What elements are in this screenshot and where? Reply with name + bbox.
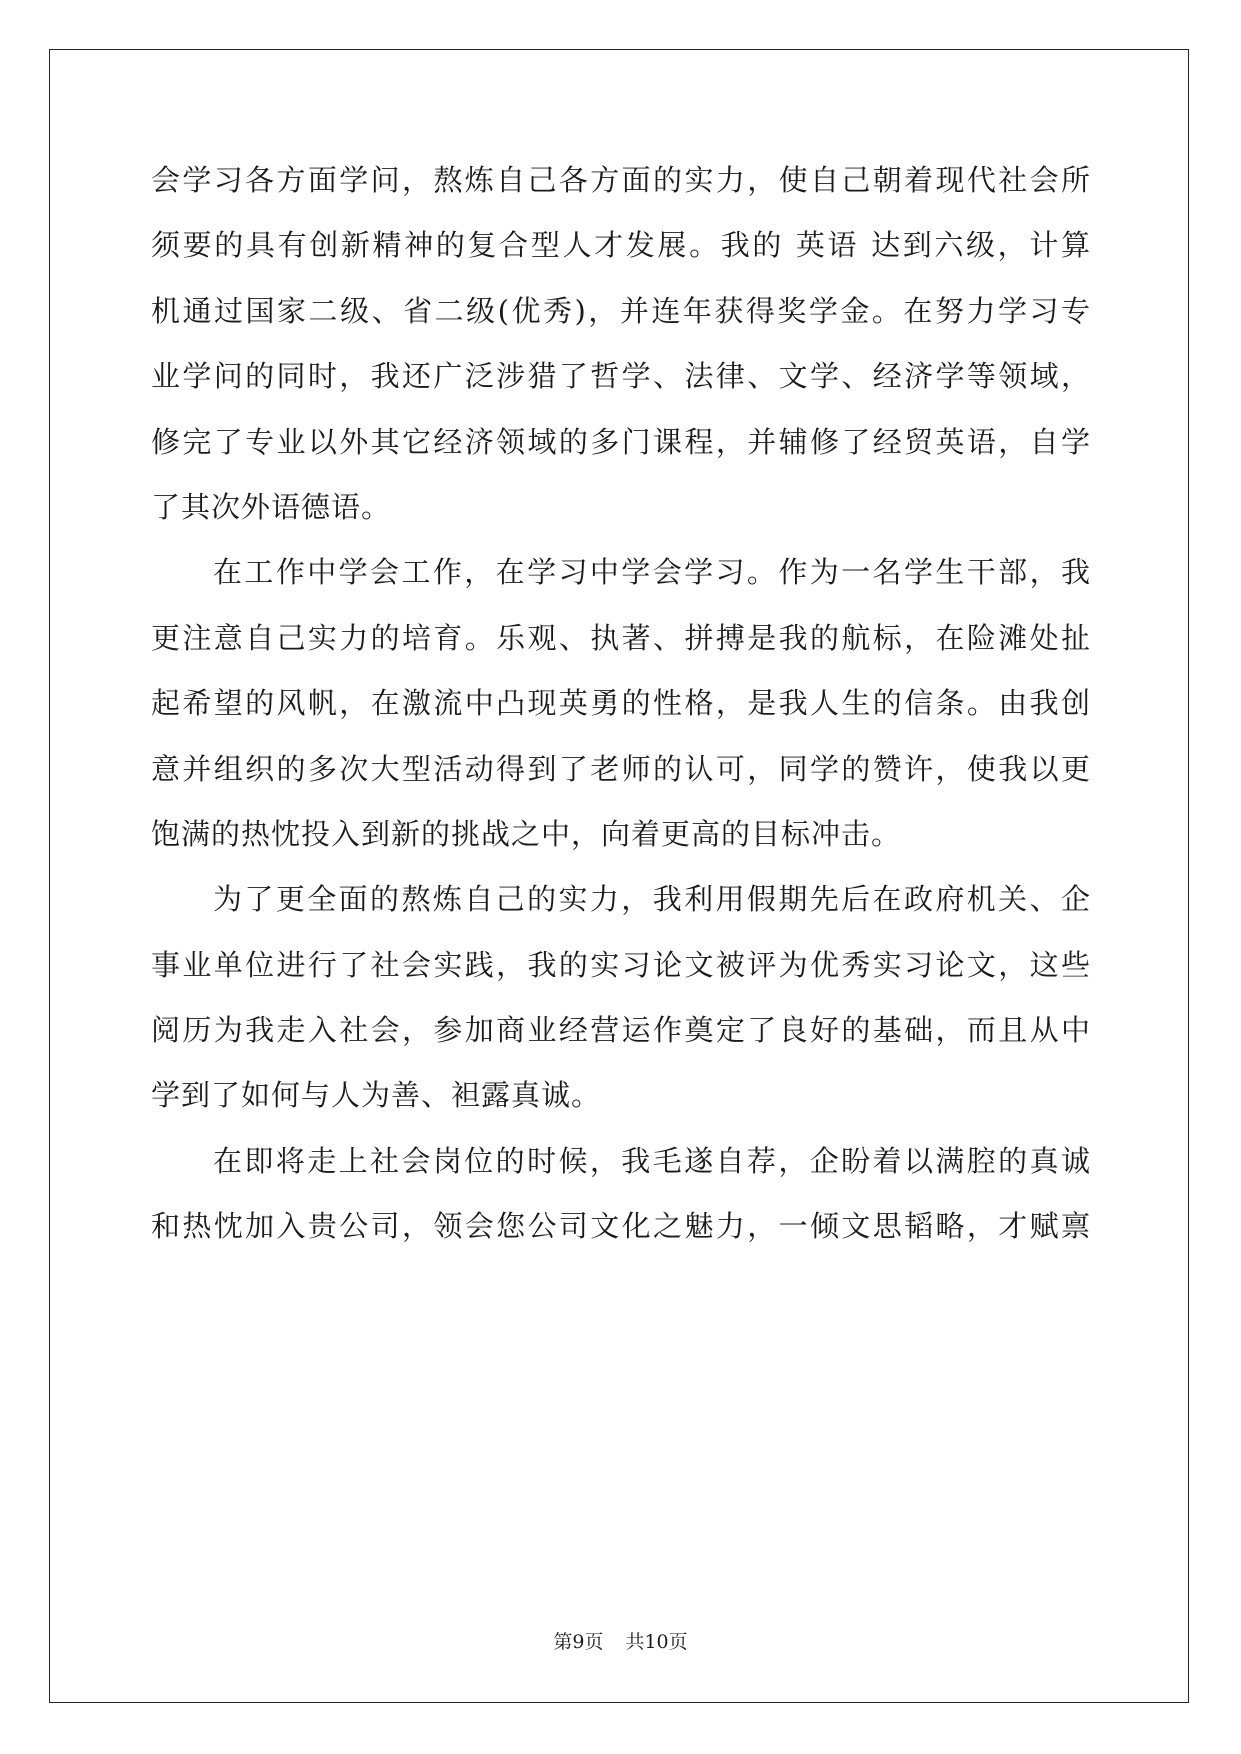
text-line: 更注意自己实力的培育。乐观、执著、拼搏是我的航标，在险滩处扯: [151, 620, 1091, 655]
body-text: [151, 148, 1091, 1260]
text-line: 学到了如何与人为善、袒露真诚。: [151, 1078, 602, 1113]
text-line: 须要的具有创新精神的复合型人才发展。我的 英语 达到六级，计算: [151, 228, 1091, 263]
text-line: 起希望的风帆，在激流中凸现英勇的性格，是我人生的信条。由我创: [151, 686, 1091, 721]
text-line: 意并组织的多次大型活动得到了老师的认可，同学的赞许，使我以更: [151, 751, 1091, 786]
text-line: 业学问的同时，我还广泛涉猎了哲学、法律、文学、经济学等领域，: [151, 359, 1091, 394]
text-line: 事业单位进行了社会实践，我的实习论文被评为优秀实习论文，这些: [151, 947, 1091, 982]
page-footer: [0, 1630, 1241, 1654]
text-line: 阅历为我走入社会，参加商业经营运作奠定了良好的基础，而且从中: [151, 1013, 1091, 1048]
text-line: 修完了专业以外其它经济领域的多门课程，并辅修了经贸英语，自学: [151, 424, 1091, 459]
text-line: 会学习各方面学问，熬炼自己各方面的实力，使自己朝着现代社会所: [151, 163, 1091, 197]
page-number: 第9页: [553, 1631, 604, 1653]
text-line: 在工作中学会工作，在学习中学会学习。作为一名学生干部，我: [213, 555, 1091, 590]
text-line: 为了更全面的熬炼自己的实力，我利用假期先后在政府机关、企: [213, 882, 1091, 917]
text-line: 饱满的热忱投入到新的挑战之中，向着更高的目标冲击。: [151, 816, 902, 851]
page-total: 共10页: [625, 1631, 688, 1653]
text-line: 在即将走上社会岗位的时候，我毛遂自荐，企盼着以满腔的真诚: [213, 1143, 1091, 1178]
text-line: 了其次外语德语。: [151, 489, 392, 524]
text-line: 机通过国家二级、省二级(优秀)，并连年获得奖学金。在努力学习专: [151, 293, 1091, 328]
text-line: 和热忱加入贵公司，领会您公司文化之魅力，一倾文思韬略，才赋禀: [151, 1209, 1091, 1244]
